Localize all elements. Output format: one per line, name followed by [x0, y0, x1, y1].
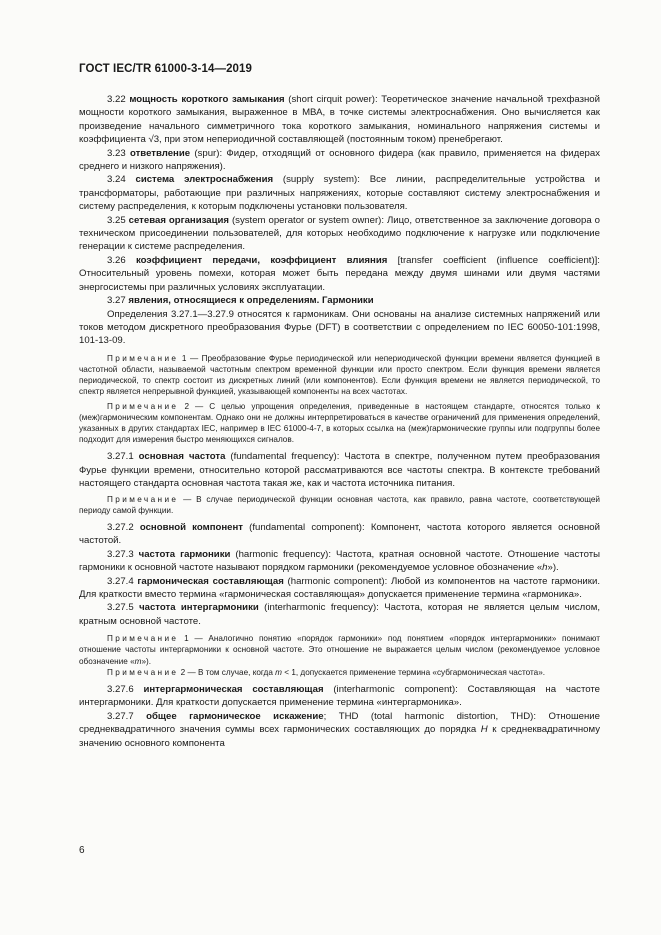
definition-3-27-1: 3.27.1 основная частота (fundamental frequency): Частота в спектре, полученном путем преобразования Фурье функции времени, относительно которой рассматриваются все частоты спектра. В контексте требований настоящего стандарта основная частота такая же, как и частота источника питания. [79, 451, 601, 490]
note-4: Примечание 1 — Аналогично понятию «порядок гармоники» под понятием «порядок интергармоники» понимают отношение частоты интергармоники к основной частоте. Это отношение не выражается целым числом (рекомендуемое условное обозначение «m»). [79, 634, 600, 666]
definition-3-27-5: 3.27.5 частота интергармоники (interharmonic frequency): Частота, которая не является целым числом, кратным основной частоте. [79, 602, 600, 627]
definition-3-25: 3.25 сетевая организация (system operator or system owner): Лицо, ответственное за заключение договора о техническом присоединении пользователей, для которых необходимо подключение к нагрузке или подключение генерации к системе распределения. [79, 214, 600, 253]
note-1: Примечание 1 — Преобразование Фурье периодической или непериодической функции времени является функцией в частотной области, называемой частотным спектром временной функции или просто спектром. Если функция времени является периодической, то спектр состоит из дискретных линий (или компонентов). Если функция времени не является периодической, то спектр является непрерывной функцией, указывающей компоненты на всех частотах. [79, 353, 600, 397]
definition-3-27-2: 3.27.2 основной компонент (fundamental component): Компонент, частота которого является основной частотой. [79, 521, 600, 547]
definition-3-22: 3.22 мощность короткого замыкания (short cirquit power): Теоретическое значение начальной трехфазной мощности короткого замыкания, выраженное в МВА, в точке системы электроснабжения. Оно вычисляется как произведение начального симметричного тока короткого замыкания, номинального напряжения системы и коэффициента √3, при этом непериодичной составляющей (постоянным током) пренебрегают. [79, 94, 600, 146]
definition-3-27-7: 3.27.7 общее гармоническое искажение; THD (total harmonic distortion, THD): Отношение среднеквадратичного значения суммы всех гармонических составляющих до порядка H к среднеквадратичному значению основного компонента [79, 710, 600, 749]
note-5: Примечание 2 — В том случае, когда m < 1, допускается применение термина «субгармоническая частота». [107, 667, 546, 677]
definition-3-26: 3.26 коэффициент передачи, коэффициент влияния [transfer coefficient (influence coefficient)]: Относительный уровень помехи, которая может быть передана между двумя шинами или двумя частями энергосистемы при различных условиях эксплуатации. [79, 254, 600, 293]
section-3-27-intro: Определения 3.27.1—3.27.9 относятся к гармоникам. Они основаны на анализе системных напряжений или токов методом дискретного преобразования Фурье (DFT) в соответствии с определением по IEC 60050-101:1998, 101-13-09. [79, 308, 600, 347]
document-header: ГОСТ IEC/TR 61000-3-14—2019 [79, 63, 253, 75]
definition-3-23: 3.23 ответвление (spur): Фидер, отходящий от основного фидера (как правило, применяется на фидерах среднего и низкого напряжения). [79, 147, 601, 173]
definition-3-27-6: 3.27.6 интергармоническая составляющая (interharmonic component): Составляющая на частоте интергармоники. Для краткости допускается применение термина «интергармоника». [79, 684, 600, 709]
page-number: 6 [79, 845, 85, 856]
definition-3-27-3: 3.27.3 частота гармоники (harmonic frequency): Частота, кратная основной частоте. Отношение частоты гармоники к основной частоте называют порядком гармоники (рекомендуемое условное обозначение «h»). [79, 548, 600, 574]
note-2: Примечание 2 — С целью упрощения определения, приведенные в настоящем стандарте, относятся только к (меж)гармоническим компонентам. Однако они не должны интерпретироваться в качестве ограничений для применения определений, указанных в других стандартах IEC, например в IEC 61000-4-7, в которых ссылка на (меж)гармонические группы или подгруппы более подходит для измерения быстро меняющихся сигналов. [79, 401, 600, 445]
definition-3-27-4: 3.27.4 гармоническая составляющая (harmonic component): Любой из компонентов на частоте гармоники. Для краткости вместо термина «гармоническая составляющая» допускается применение термина «гармоника». [79, 575, 600, 600]
note-3: Примечание — В случае периодической функции основная частота, как правило, равна частоте, соответствующей периоду самой функции. [79, 494, 600, 515]
definition-3-24: 3.24 система электроснабжения (supply system): Все линии, распределительные устройства и трансформаторы, работающие при различных напряжениях, которые составляют систему электроснабжения и систему распределения, к которым подключены установки пользователя. [79, 174, 600, 213]
section-3-27-heading: 3.27 явления, относящиеся к определениям. Гармоники [107, 295, 374, 307]
document-body [79, 93, 600, 750]
